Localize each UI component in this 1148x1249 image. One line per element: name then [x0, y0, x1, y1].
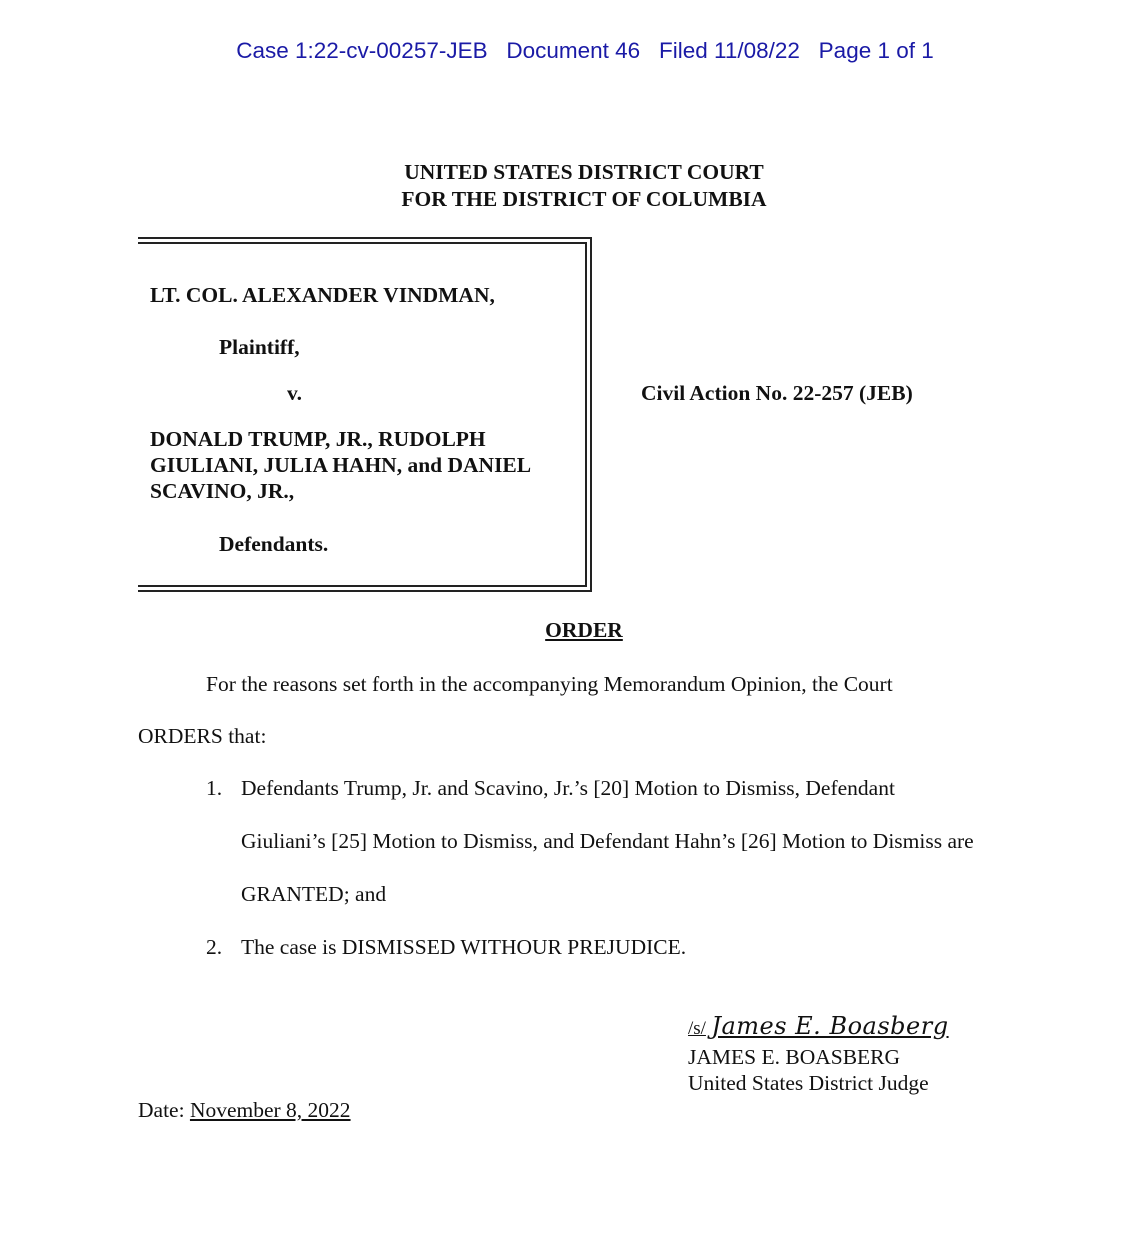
- order-item-number: 2.: [206, 935, 223, 959]
- signature-line: [688, 1012, 949, 1040]
- signature-prefix: /s/: [688, 1018, 706, 1039]
- judge-name: JAMES E. BOASBERG: [688, 1045, 901, 1069]
- defendants-line: GIULIANI, JULIA HAHN, and DANIEL: [150, 453, 532, 477]
- civil-action-number: Civil Action No. 22-257 (JEB): [641, 381, 913, 405]
- order-item-text: [241, 762, 974, 921]
- versus: v.: [287, 381, 302, 405]
- date-value: November 8, 2022: [189, 1098, 351, 1122]
- order-item-line: Giuliani’s [25] Motion to Dismiss, and Defendant Hahn’s [26] Motion to Dismiss are: [241, 829, 974, 853]
- defendants-line: DONALD TRUMP, JR., RUDOLPH: [150, 427, 486, 451]
- court-title: [0, 159, 1148, 213]
- electronic-signature: James E. Boasberg: [711, 1012, 949, 1040]
- plaintiff-name: LT. COL. ALEXANDER VINDMAN,: [150, 283, 495, 307]
- order-item-text: [241, 921, 686, 974]
- order-item-line: Defendants Trump, Jr. and Scavino, Jr.’s [20] Motion to Dismiss, Defendant: [241, 776, 895, 800]
- ecf-header-stamp: [0, 38, 1148, 64]
- court-title-line2: FOR THE DISTRICT OF COLUMBIA: [401, 187, 767, 211]
- document-number: Document 46: [506, 38, 641, 63]
- caption-border: [138, 585, 587, 587]
- case-number: Case 1:22-cv-00257-JEB: [236, 38, 488, 63]
- order-heading: ORDER: [545, 618, 623, 642]
- caption-border: [138, 242, 587, 244]
- judge-title: United States District Judge: [688, 1071, 929, 1095]
- date-block: [138, 1098, 351, 1123]
- order-intro-line2: ORDERS that:: [138, 724, 267, 748]
- caption-border: [590, 237, 592, 592]
- defendants-line: SCAVINO, JR.,: [150, 479, 295, 503]
- court-title-line1: UNITED STATES DISTRICT COURT: [404, 160, 764, 184]
- caption-border: [138, 237, 592, 239]
- defendants-names: [150, 426, 580, 504]
- order-item-line: GRANTED; and: [241, 882, 387, 906]
- order-item-number: 1.: [206, 776, 223, 800]
- date-label: Date:: [138, 1098, 185, 1122]
- plaintiff-role: Plaintiff,: [219, 335, 300, 359]
- order-intro-line1: For the reasons set forth in the accompanying Memorandum Opinion, the Court: [206, 672, 893, 696]
- order-item-line: The case is DISMISSED WITHOUR PREJUDICE.: [241, 935, 687, 959]
- page-indicator: Page 1 of 1: [818, 38, 934, 63]
- caption-border: [138, 590, 592, 592]
- caption-border: [585, 242, 587, 587]
- filed-date: Filed 11/08/22: [658, 38, 800, 63]
- defendants-role: Defendants.: [219, 532, 329, 556]
